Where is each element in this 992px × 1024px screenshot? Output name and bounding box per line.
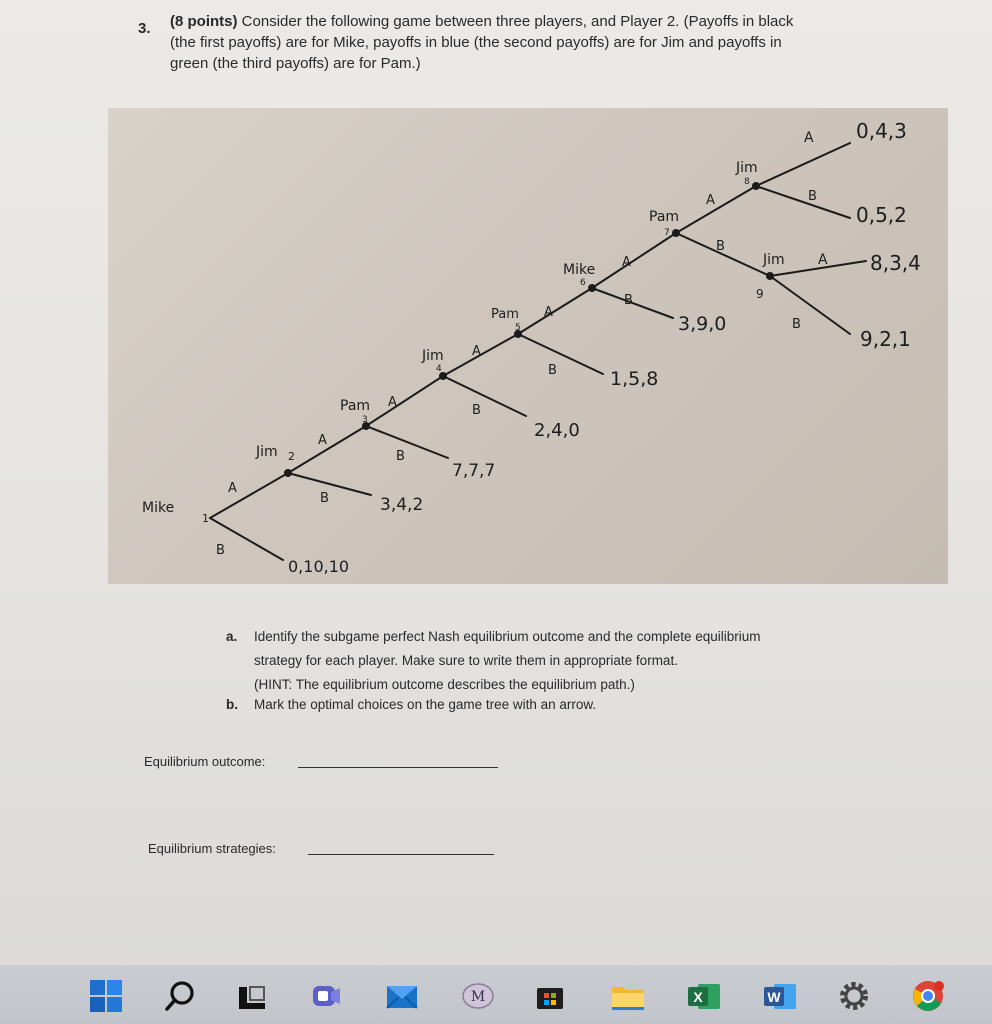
node-num-1: 1 [202,512,209,525]
node-dot-7 [672,229,680,237]
chrome-icon[interactable] [910,979,946,1013]
word-letter: W [767,989,781,1005]
search-icon[interactable] [162,979,198,1013]
question-line-1: Consider the following game between three players, and Player 2. (Payoffs in black [241,13,794,30]
subquestion-a-line-3: (HINT: The equilibrium outcome describes the equilibrium path.) [254,677,635,692]
action-label-5B: B [548,363,557,378]
edge-2-B [288,473,371,495]
excel-icon[interactable] [686,979,722,1013]
edge-8-B [756,186,850,218]
edge-3-A [366,376,443,426]
node-label-mike-1: Mike [142,500,175,516]
node-num-3: 3 [362,415,368,425]
payoff-0-10-10: 0,10,10 [288,557,350,576]
subquestion-b-label: b. [226,697,238,712]
question-line-3: green (the third payoffs) are for Pam.) [170,55,421,72]
action-label-6A: A [622,255,631,270]
node-dot-8 [752,182,760,190]
edge-5-B [518,334,603,374]
question-text [170,11,910,74]
subquestion-a-line-2: strategy for each player. Make sure to write them in appropriate format. [254,653,678,668]
action-label-8B: B [808,189,817,204]
game-tree-diagram [108,108,948,584]
action-label-6B: B [624,293,633,308]
payoff-8-3-4: 8,3,4 [870,251,921,275]
edge-7-A [676,186,756,233]
node-label-jim-8: Jim [736,160,758,176]
action-label-8A: A [804,130,814,146]
subquestion-b-line-1: Mark the optimal choices on the game tree with an arrow. [254,697,597,712]
payoff-3-4-2: 3,4,2 [380,495,424,515]
edge-1-A [210,473,288,518]
action-label-2B: B [320,491,329,506]
node-num-6: 6 [580,278,586,288]
action-label-2A: A [318,433,327,448]
windows-start-icon[interactable] [88,979,124,1013]
equilibrium-outcome-label: Equilibrium outcome: [144,754,266,769]
edge-5-A [518,288,592,334]
edge-4-B [443,376,526,416]
edge-8-A [756,143,850,186]
action-label-7B: B [716,239,725,254]
store-icon[interactable] [532,979,568,1013]
game-tree-photo [108,108,948,584]
payoff-3-9-0: 3,9,0 [678,313,727,335]
node-label-mike-6: Mike [563,262,596,278]
action-label-5A: A [544,305,553,320]
action-label-7A: A [706,193,715,208]
mathway-letter: M [470,989,486,1005]
mail-icon[interactable] [384,979,420,1013]
node-dot-2 [284,469,292,477]
action-label-3B: B [396,449,405,464]
action-label-3A: A [388,395,397,410]
equilibrium-outcome-answer-line[interactable] [298,767,498,768]
edge-2-A [288,426,366,473]
payoff-7-7-7: 7,7,7 [452,461,496,481]
node-label-pam-7: Pam [649,209,680,225]
action-label-4A: A [472,344,481,359]
mathway-icon[interactable] [460,979,496,1013]
node-num-7: 7 [664,228,670,238]
taskbar [0,965,992,1024]
node-label-pam-3: Pam [340,398,371,414]
word-icon[interactable] [762,979,798,1013]
payoff-0-4-3: 0,4,3 [856,119,907,143]
node-num-5: 5 [515,323,521,333]
question-line-2: (the first payoffs) are for Mike, payoffs in blue (the second payoffs) are for Jim and payoffs in [170,34,782,51]
action-label-1B: B [216,543,225,558]
node-label-jim-2: Jim [256,444,278,460]
equilibrium-strategies-field[interactable] [148,841,276,856]
node-label-pam-5: Pam [491,307,519,322]
payoff-1-5-8: 1,5,8 [610,368,659,390]
file-explorer-icon[interactable] [610,979,646,1013]
equilibrium-strategies-answer-line[interactable] [308,854,494,855]
node-num-9: 9 [756,287,764,301]
action-label-4B: B [472,403,481,418]
node-num-2: 2 [288,450,295,463]
action-label-1A: A [228,481,237,496]
payoff-9-2-1: 9,2,1 [860,327,911,351]
equilibrium-outcome-field[interactable] [144,754,265,769]
node-dot-6 [588,284,596,292]
question-points: (8 points) [170,13,238,30]
task-view-icon[interactable] [234,979,270,1013]
node-num-8: 8 [744,177,750,187]
node-num-4: 4 [436,364,442,374]
payoff-2-4-0: 2,4,0 [534,420,580,441]
subquestion-a-line-1: Identify the subgame perfect Nash equilibrium outcome and the complete equilibrium [254,629,761,644]
action-label-9A: A [818,252,828,268]
edge-9-B [770,276,850,334]
subquestion-b [226,696,906,716]
equilibrium-strategies-label: Equilibrium strategies: [148,841,276,856]
excel-letter: X [693,989,703,1005]
node-label-jim-4: Jim [422,348,444,364]
node-label-jim-9: Jim [763,252,785,268]
settings-icon[interactable] [836,979,872,1013]
payoff-0-5-2: 0,5,2 [856,203,907,227]
teams-chat-icon[interactable] [308,979,344,1013]
question-number: 3. [138,20,151,37]
node-dot-9 [766,272,774,280]
edge-3-B [366,426,448,458]
edge-6-A [592,233,676,288]
subquestion-a-label: a. [226,629,238,644]
subquestion-a [226,628,906,692]
action-label-9B: B [792,317,801,332]
